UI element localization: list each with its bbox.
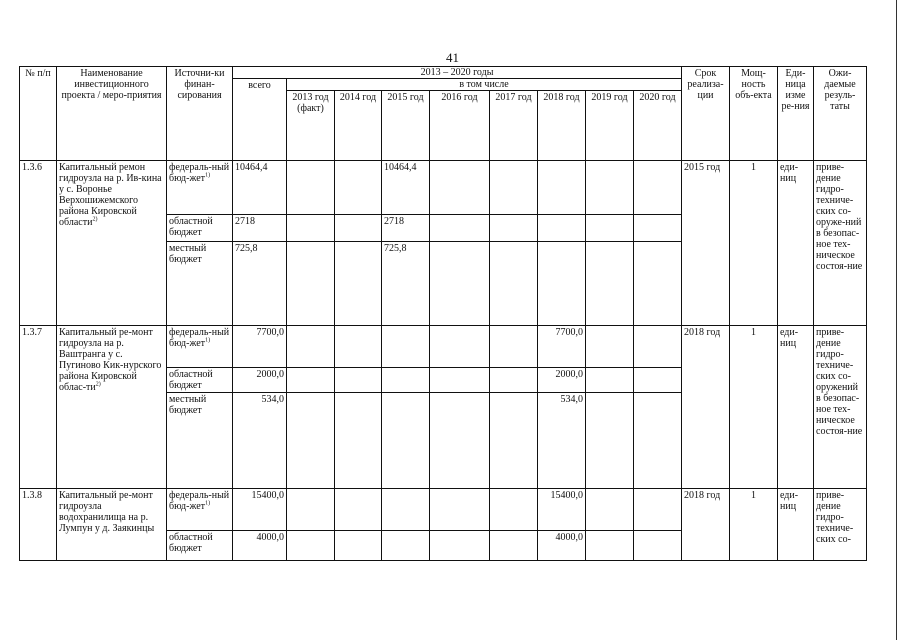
page-edge-line — [896, 0, 897, 640]
year-2016-value — [430, 489, 490, 531]
year-2013-value — [287, 161, 335, 215]
year-2016-value — [430, 531, 490, 561]
header-project-name: Наименование инвестиционного проекта / меро-приятия — [57, 67, 167, 161]
year-2015-value — [382, 368, 430, 393]
year-2015-value: 10464,4 — [382, 161, 430, 215]
year-2018-value: 534,0 — [538, 393, 586, 489]
year-2018-value: 4000,0 — [538, 531, 586, 561]
header-unit: Еди-ница изме ре-ния — [778, 67, 814, 161]
year-2020-value — [634, 393, 682, 489]
table-row — [20, 161, 867, 215]
header-year: 2018 год — [538, 91, 586, 161]
year-2013-value — [287, 368, 335, 393]
year-2014-value — [335, 215, 382, 242]
project-number: 1.3.8 — [20, 489, 57, 561]
unit-value: еди-ниц — [778, 489, 814, 561]
header-year: 2014 год — [335, 91, 382, 161]
year-2019-value — [586, 326, 634, 368]
year-2017-value — [490, 393, 538, 489]
year-2020-value — [634, 242, 682, 326]
year-2014-value — [335, 161, 382, 215]
header-year: 2013 год (факт) — [287, 91, 335, 161]
expected-result: приве-дение гидро-техниче-ских со- — [814, 489, 867, 561]
year-2020-value — [634, 368, 682, 393]
funding-source: областной бюджет — [167, 368, 233, 393]
total-value: 15400,0 — [233, 489, 287, 531]
year-2016-value — [430, 368, 490, 393]
year-2017-value — [490, 242, 538, 326]
year-2017-value — [490, 215, 538, 242]
header-term: Срок реализа-ции — [682, 67, 730, 161]
header-year: 2015 год — [382, 91, 430, 161]
funding-source: местный бюджет — [167, 393, 233, 489]
header-including: в том числе — [287, 79, 682, 91]
year-2017-value — [490, 326, 538, 368]
year-2019-value — [586, 489, 634, 531]
funding-source: областной бюджет — [167, 531, 233, 561]
year-2013-value — [287, 489, 335, 531]
total-value: 534,0 — [233, 393, 287, 489]
year-2014-value — [335, 368, 382, 393]
header-year: 2020 год — [634, 91, 682, 161]
footnote-mark: 2) — [92, 216, 98, 223]
year-2014-value — [335, 242, 382, 326]
expected-result: приве-дение гидро-техниче-ских со-оружений в безопас-ное тех-ническое состоя-ние — [814, 326, 867, 489]
year-2016-value — [430, 161, 490, 215]
year-2016-value — [430, 242, 490, 326]
implementation-term: 2015 год — [682, 161, 730, 326]
total-value: 2718 — [233, 215, 287, 242]
year-2020-value — [634, 215, 682, 242]
header-result: Ожи-даемые резуль-таты — [814, 67, 867, 161]
funding-source: федераль-ный бюд-жет$^{1)}$ — [167, 161, 233, 215]
capacity-value: 1 — [730, 161, 778, 326]
year-2016-value — [430, 326, 490, 368]
header-year: 2019 год — [586, 91, 634, 161]
year-2016-value — [430, 393, 490, 489]
year-2019-value — [586, 393, 634, 489]
header-source: Источни-ки финан-сирования — [167, 67, 233, 161]
year-2014-value — [335, 489, 382, 531]
unit-value: еди-ниц — [778, 161, 814, 326]
header-year: 2017 год — [490, 91, 538, 161]
project-name: Капитальный ре-монт гидроузла водохранилища на р. Лумпун у д. Заякинцы — [57, 489, 167, 561]
unit-value: еди-ниц — [778, 326, 814, 489]
year-2020-value — [634, 326, 682, 368]
year-2020-value — [634, 161, 682, 215]
year-2013-value — [287, 215, 335, 242]
year-2017-value — [490, 531, 538, 561]
implementation-term: 2018 год — [682, 326, 730, 489]
year-2018-value — [538, 161, 586, 215]
year-2015-value — [382, 393, 430, 489]
year-2018-value: 2000,0 — [538, 368, 586, 393]
year-2017-value — [490, 368, 538, 393]
total-value: 725,8 — [233, 242, 287, 326]
header-no: № п/п — [20, 67, 57, 161]
total-value: 2000,0 — [233, 368, 287, 393]
funding-source: областной бюджет — [167, 215, 233, 242]
year-2013-value — [287, 242, 335, 326]
header-total: всего — [233, 79, 287, 161]
footnote-mark: 1) — [205, 500, 211, 507]
total-value: 7700,0 — [233, 326, 287, 368]
year-2019-value — [586, 368, 634, 393]
implementation-term: 2018 год — [682, 489, 730, 561]
table-header — [20, 67, 867, 161]
expected-result: приве-дение гидро-техниче-ских со-оруже-ний в безопас-ное тех-ническое состоя-ние — [814, 161, 867, 326]
page-number: 41 — [446, 50, 459, 65]
year-2015-value — [382, 326, 430, 368]
capacity-value: 1 — [730, 489, 778, 561]
year-2018-value: 7700,0 — [538, 326, 586, 368]
year-2014-value — [335, 531, 382, 561]
year-2018-value: 15400,0 — [538, 489, 586, 531]
year-2015-value — [382, 531, 430, 561]
capacity-value: 1 — [730, 326, 778, 489]
funding-source: местный бюджет — [167, 242, 233, 326]
year-2018-value — [538, 215, 586, 242]
total-value: 4000,0 — [233, 531, 287, 561]
year-2014-value — [335, 326, 382, 368]
funding-source: федераль-ный бюд-жет$^{1)}$ — [167, 489, 233, 531]
year-2017-value — [490, 489, 538, 531]
table-body — [20, 161, 867, 561]
year-2013-value — [287, 531, 335, 561]
year-2015-value — [382, 489, 430, 531]
year-2013-value — [287, 326, 335, 368]
year-2018-value — [538, 242, 586, 326]
project-number: 1.3.6 — [20, 161, 57, 326]
year-2019-value — [586, 242, 634, 326]
year-2015-value: 2718 — [382, 215, 430, 242]
header-capacity: Мощ-ность объ-екта — [730, 67, 778, 161]
footnote-mark: 1) — [205, 337, 211, 344]
total-value: 10464,4 — [233, 161, 287, 215]
footnote-mark: 2) — [95, 381, 101, 388]
year-2020-value — [634, 489, 682, 531]
year-2020-value — [634, 531, 682, 561]
table-row — [20, 326, 867, 368]
footnote-mark: 1) — [205, 172, 211, 179]
header-year: 2016 год — [430, 91, 490, 161]
year-2016-value — [430, 215, 490, 242]
year-2015-value: 725,8 — [382, 242, 430, 326]
year-2019-value — [586, 161, 634, 215]
year-2019-value — [586, 215, 634, 242]
table-row — [20, 489, 867, 531]
year-2013-value — [287, 393, 335, 489]
project-name: Капитальный ремон гидроузла на р. Ив-кина у с. Воронье Верхошижемского района Кировской области$^{2)}$ — [57, 161, 167, 326]
project-name: Капитальный ре-монт гидроузла на р. Ваштранга у с. Пугиново Кик-нурского района Кировской облас-$ти^{2)}$ — [57, 326, 167, 489]
investment-table — [19, 66, 867, 561]
year-2019-value — [586, 531, 634, 561]
year-2014-value — [335, 393, 382, 489]
header-period: 2013 – 2020 годы — [233, 67, 682, 79]
year-2017-value — [490, 161, 538, 215]
project-number: 1.3.7 — [20, 326, 57, 489]
funding-source: федераль-ный бюд-жет$^{1)}$ — [167, 326, 233, 368]
